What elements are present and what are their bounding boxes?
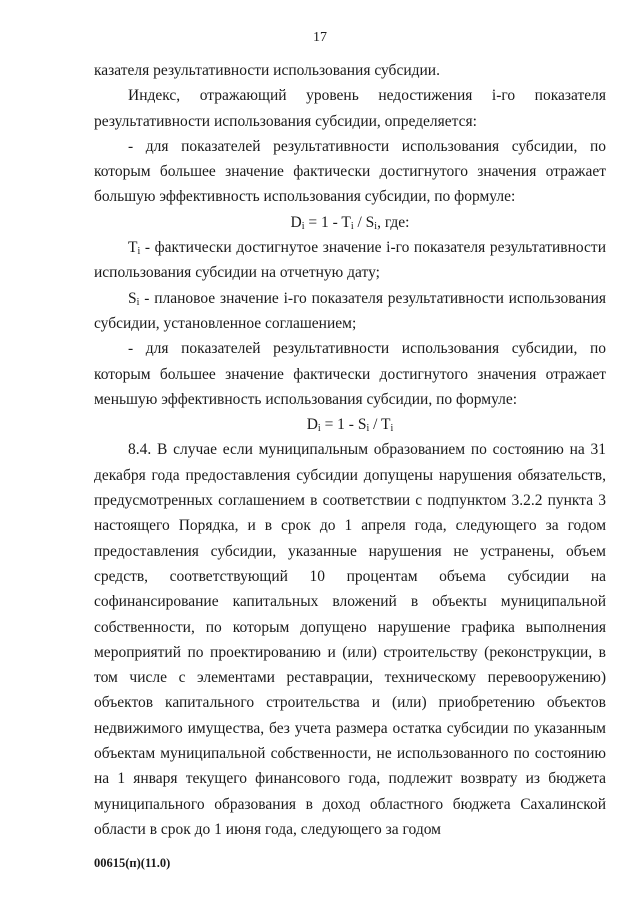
definition-s: $S_i$ - плановое значение i-го показателя результативности использования субсидии, установленное соглашением; <box>94 289 606 332</box>
paragraph-case-larger-better: - для показателей результативности использования субсидии, по которым большее значение фактически достигнутого значения отражает большую эффективность использования субсидии, по формуле: <box>94 137 606 206</box>
document-body <box>94 58 606 842</box>
paragraph-index-definition: Индекс, отражающий уровень недостижения i-го показателя результативности использования субсидии, определяется: <box>94 87 606 130</box>
paragraph-case-larger-worse: - для показателей результативности использования субсидии, по которым большее значение фактически достигнутого значения отражает меньшую эффективность использования субсидии, по формуле: <box>94 340 606 408</box>
formula-1: $D_i = 1 - T_i / S_i$, где: <box>290 213 410 232</box>
paragraph-continuation: казателя результативности использования субсидии. <box>94 62 440 79</box>
formula-2: $D_i = 1 - S_i / T_i$ <box>306 416 394 435</box>
page-number: 17 <box>313 30 327 45</box>
definition-t: $T_i$ - фактически достигнутое значение i-го показателя результативности использования субсидии на отчетную дату; <box>94 239 606 282</box>
paragraph-8-4: 8.4. В случае если муниципальным образованием по состоянию на 31 декабря года предоставления субсидии допущены нарушения обязательств, предусмотренных соглашением в соответствии с подпунктом 3.2.2 пункта 3 настоящего Порядка, и в срок до 1 апреля года, следующего за годом предоставления субсидии, указанные нарушения не устранены, объем средств, соответствующий 10 процентам объема субсидии на софинансирование капитальных вложений в объекты муниципальной собственности, по которым допущено нарушение графика выполнения мероприятий по проектированию и (или) строительству (реконструкции, в том числе с элементами реставрации, техническому перевооружению) объектов капитального строительства и (или) приобретению объектов недвижимого имущества, без учета размера остатка субсидии по указанным объектам муниципальной собственности, не использованного по состоянию на 1 января текущего финансового года, подлежит возврату из бюджета муниципального образования в доход областного бюджета Сахалинской области в срок до 1 июня года, следующего за годом <box>94 441 606 838</box>
document-code: 00615(п)(11.0) <box>94 856 171 870</box>
